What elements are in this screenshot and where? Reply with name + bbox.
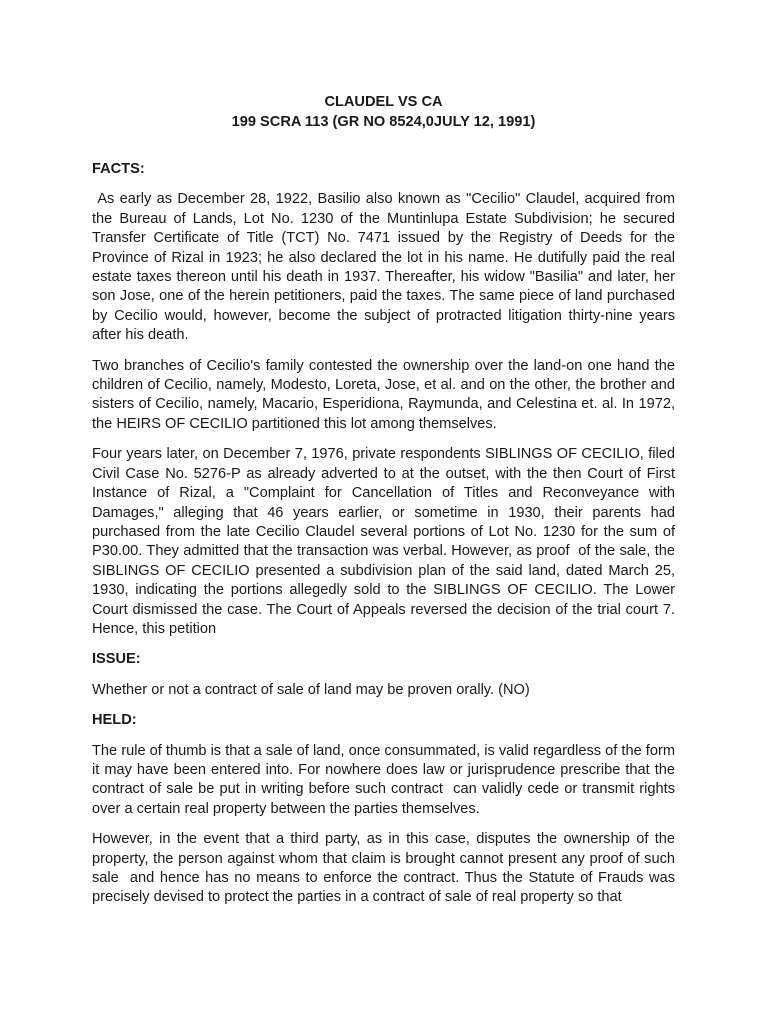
case-title-block (92, 92, 675, 132)
document-page (92, 92, 680, 919)
facts-paragraph-2: Two branches of Cecilio's family contested the ownership over the land-on one hand the children of Cecilio, namely, Modesto, Loreta, Jose, et al. and on the other, the brother and sisters of Cecilio, namely, Macario, Esperidiona, Raymunda, and Celestina et. al. In 1972, the HEIRS OF CECILIO partitioned this lot among themselves. (92, 357, 675, 432)
held-heading: HELD: (92, 712, 137, 729)
held-paragraph-1: The rule of thumb is that a sale of land, once consummated, is valid regardless of the form it may have been entered into. For nowhere does law or jurisprudence prescribe that the contract of sale be put in writing before such contract can validly cede or transmit rights over a certain real property between the parties themselves. (92, 742, 680, 817)
issue-paragraph: Whether or not a contract of sale of land may be proven orally. (NO) (92, 681, 530, 698)
case-title: CLAUDEL VS CA (324, 94, 443, 110)
issue-heading: ISSUE: (92, 651, 141, 668)
facts-paragraph-1: As early as December 28, 1922, Basilio also known as "Cecilio" Claudel, acquired from the Bureau of Lands, Lot No. 1230 of the Muntinlupa Estate Subdivision; he secured Transfer Certificate of Title (TCT) No. 7471 issued by the Registry of Deeds for the Province of Rizal in 1923; he also declared the lot in his name. He dutifully paid the real estate taxes thereon until his death in 1937. Thereafter, his widow "Basilia" and later, her son Jose, one of the herein petitioners, paid the taxes. The same piece of land purchased by Cecilio would, however, become the subject of protracted litigation thirty-nine years after his death. (92, 191, 680, 344)
facts-heading: FACTS: (92, 161, 145, 177)
case-citation: 199 SCRA 113 (GR NO 8524,0JULY 12, 1991) (231, 114, 536, 130)
held-paragraph-2: However, in the event that a third party, as in this case, disputes the ownership of the property, the person against whom that claim is brought cannot present any proof of such sale and hence has no means to enforce the contract. Thus the Statute of Frauds was precisely devised to protect the parties in a contract of sale of real property so that (92, 831, 680, 906)
facts-paragraph-3: Four years later, on December 7, 1976, private respondents SIBLINGS OF CECILIO, filed Civil Case No. 5276-P as already adverted to at the outset, with the then Court of First Instance of Rizal, a "Complaint for Cancellation of Titles and Reconveyance with Damages," alleging that 46 years earlier, or sometime in 1930, their parents had purchased from the late Cecilio Claudel several portions of Lot No. 1230 for the sum of P30.00. They admitted that the transaction was verbal. However, as proof of the sale, the SIBLINGS OF CECILIO presented a subdivision plan of the said land, dated March 25, 1930, indicating the portions allegedly sold to the SIBLINGS OF CECILIO. The Lower Court dismissed the case. The Court of Appeals reversed the decision of the trial court 7. Hence, this petition (92, 446, 680, 637)
